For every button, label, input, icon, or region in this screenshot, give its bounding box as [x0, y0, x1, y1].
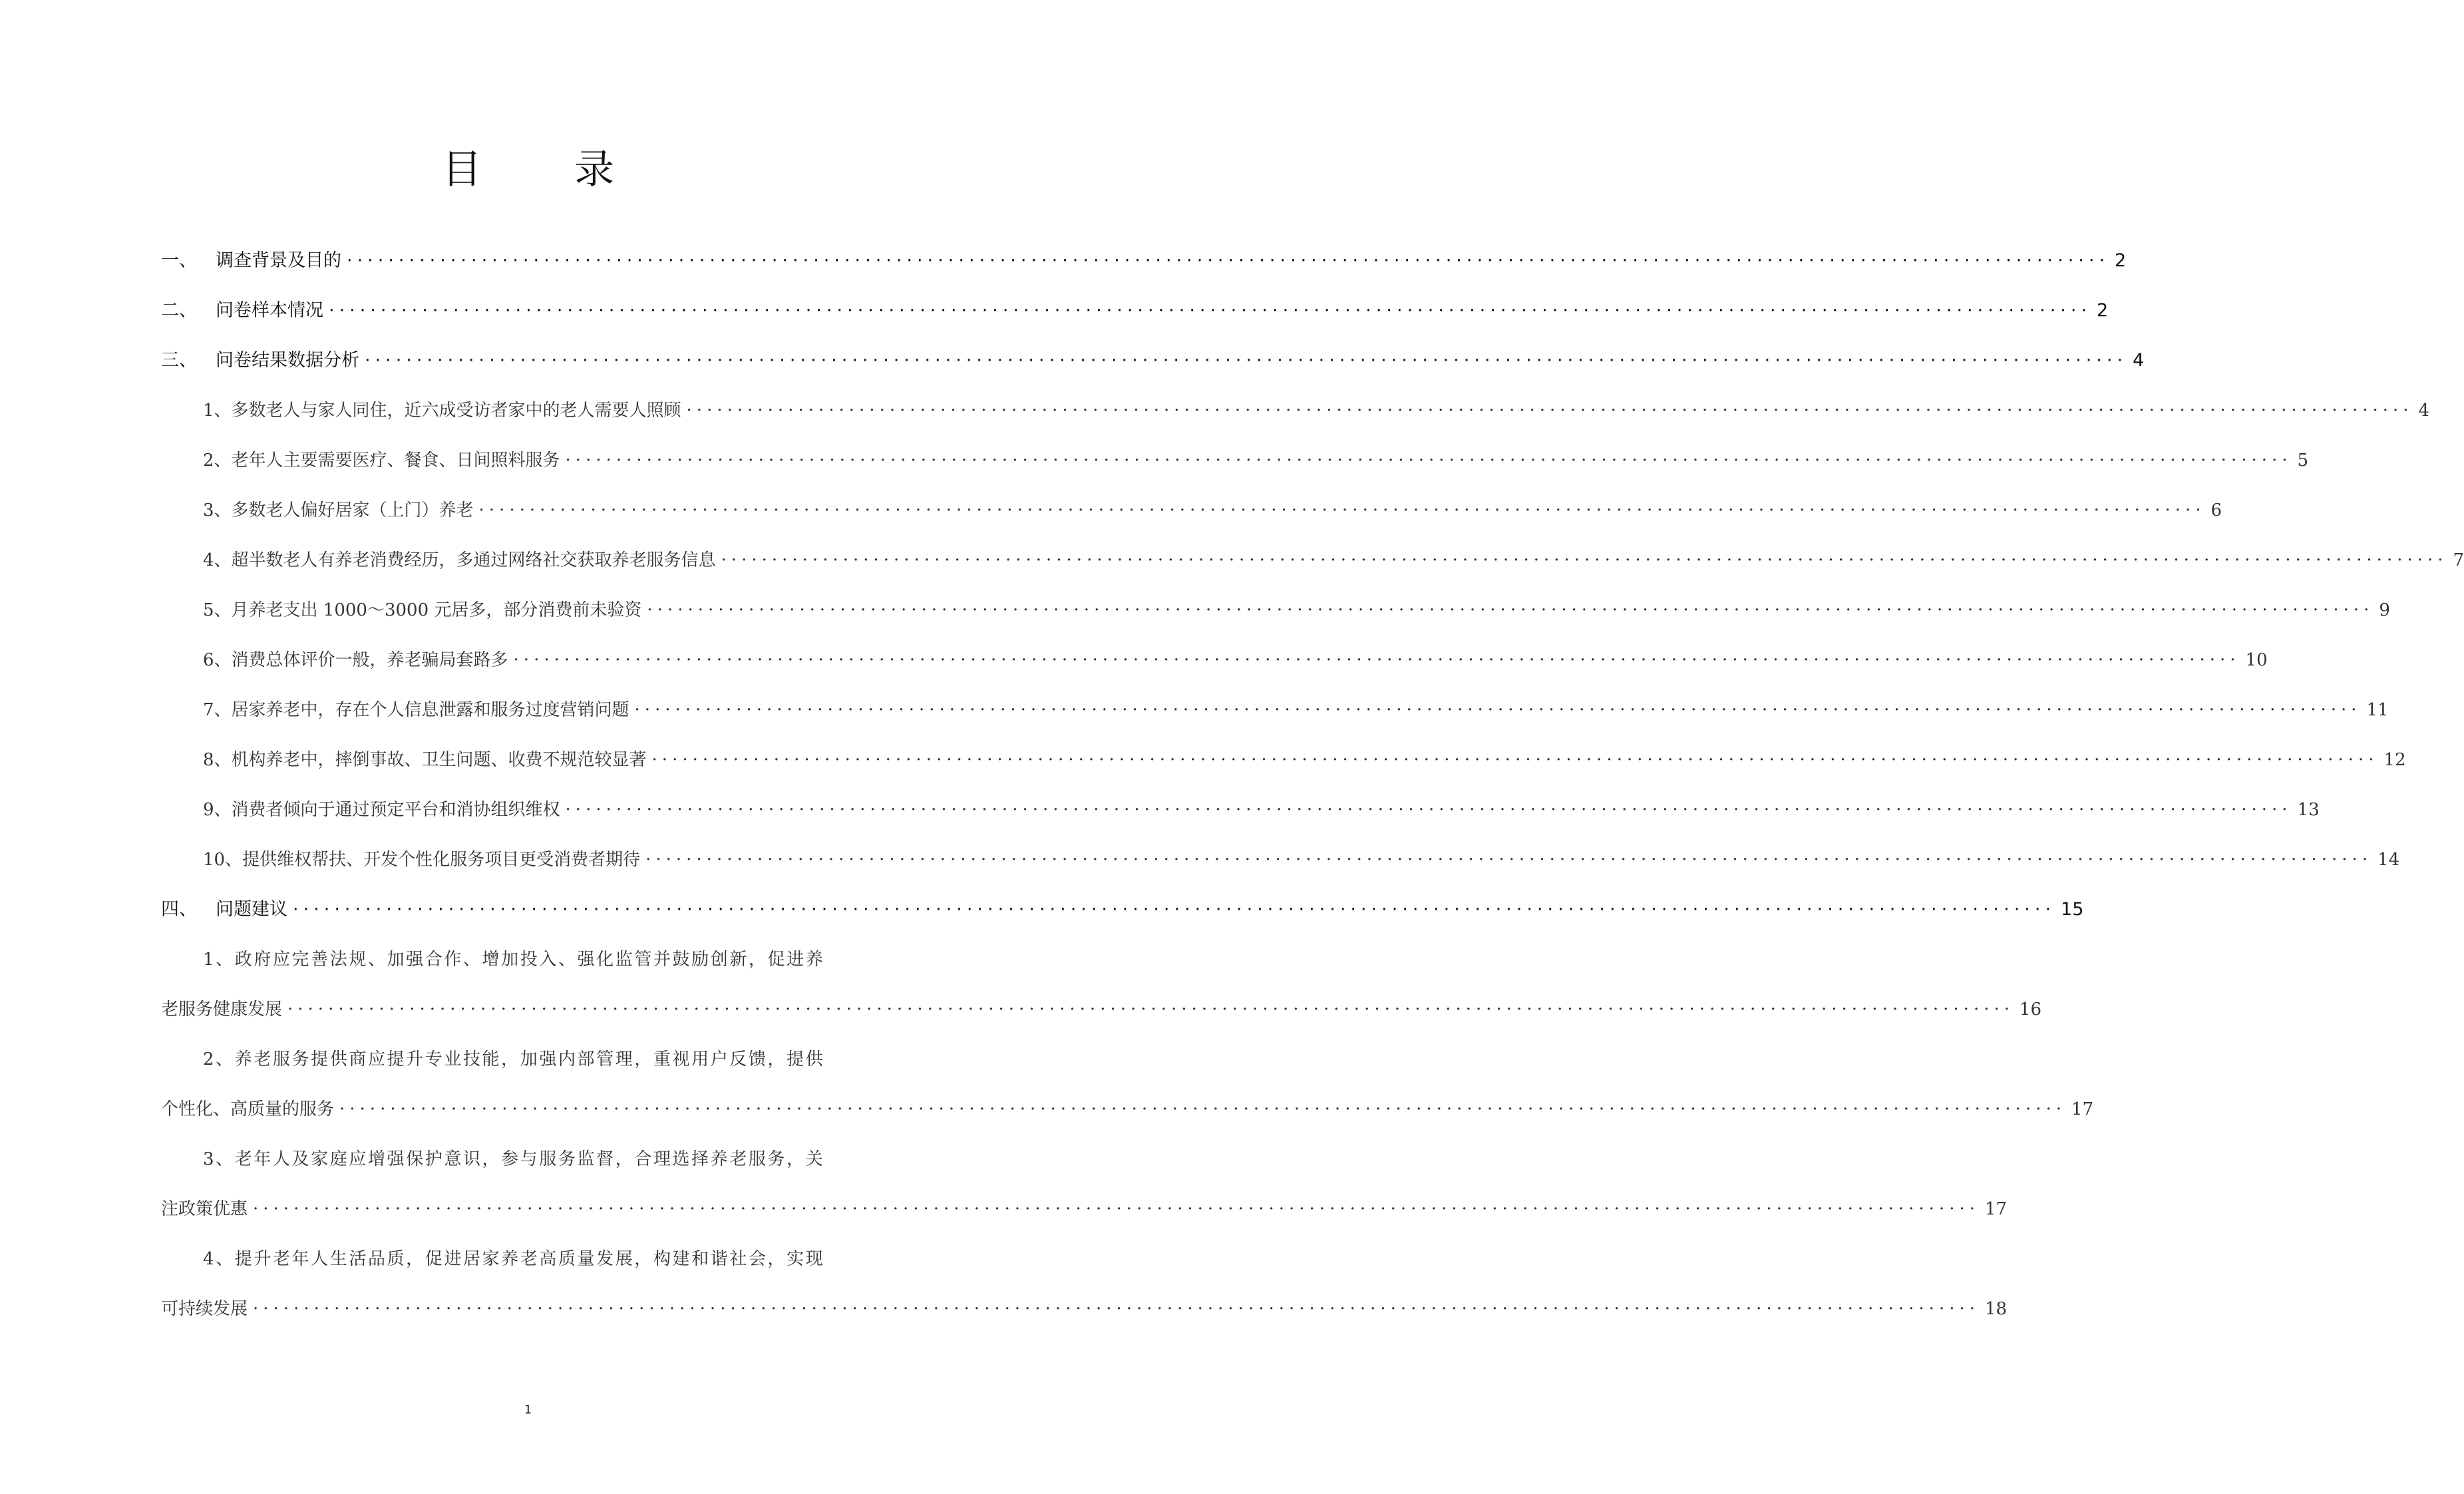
dot-leader: ·········································································································································································· — [253, 1299, 1980, 1319]
toc-entry-subsection[interactable] — [161, 822, 2400, 872]
dot-leader: ·········································································································································································· — [651, 750, 2379, 770]
subsection-title-line1: 4、提升老年人生活品质，促进居家养老高质量发展，构建和谐社会，实现 — [203, 1249, 825, 1269]
section-title: 问题建议 — [216, 899, 287, 920]
dot-leader: ·········································································································································································· — [513, 650, 2240, 670]
page-number: 2 — [2097, 300, 2109, 321]
subsection-title-line2: 可持续发展 — [161, 1299, 248, 1319]
toc-entry-subsection[interactable] — [161, 722, 2406, 772]
subsection-title: 7、居家养老中，存在个人信息泄露和服务过度营销问题 — [203, 700, 629, 720]
page-number: 6 — [2210, 500, 2222, 520]
toc-entry-section-1[interactable] — [161, 223, 2127, 273]
dot-leader: ·········································································································································································· — [293, 899, 2056, 920]
dot-leader: ·········································································································································································· — [647, 600, 2374, 620]
toc-entry-subsection[interactable] — [161, 772, 2320, 822]
dot-leader: ·········································································································································································· — [634, 700, 2362, 720]
section-title: 问卷样本情况 — [216, 300, 323, 321]
section-number: 二、 — [161, 300, 197, 321]
toc-entries — [161, 223, 2464, 1321]
toc-entry-subsection[interactable] — [161, 622, 2268, 672]
subsection-title: 8、机构养老中，摔倒事故、卫生问题、收费不规范较显著 — [203, 750, 647, 770]
dot-leader: ·········································································································································································· — [645, 850, 2373, 870]
section-number: 四、 — [161, 899, 197, 920]
page-number: 11 — [2366, 700, 2389, 720]
dot-leader: ·········································································································································································· — [565, 800, 2292, 820]
dot-leader: ·········································································································································································· — [478, 500, 2206, 520]
page-number: 15 — [2061, 899, 2084, 920]
page-number: 13 — [2297, 800, 2320, 820]
page-number: 12 — [2383, 750, 2406, 770]
toc-entry-subsection-multiline[interactable] — [161, 1022, 2094, 1121]
section-number: 三、 — [161, 350, 197, 371]
subsection-title: 5、月养老支出 1000～3000 元居多，部分消费前未验资 — [203, 600, 642, 620]
dot-leader: ·········································································································································································· — [287, 1000, 2015, 1020]
page-number: 17 — [2071, 1099, 2094, 1119]
subsection-title: 6、消费总体评价一般，养老骗局套路多 — [203, 650, 508, 670]
subsection-title: 2、老年人主要需要医疗、餐食、日间照料服务 — [203, 451, 560, 470]
page-number: 4 — [2133, 350, 2145, 371]
subsection-title-line2: 老服务健康发展 — [161, 1000, 283, 1020]
dot-leader: ·········································································································································································· — [329, 300, 2092, 321]
section-number: 一、 — [161, 250, 197, 271]
dot-leader: ·········································································································································································· — [721, 550, 2448, 570]
toc-entry-subsection[interactable] — [161, 572, 2390, 622]
dot-leader: ·········································································································································································· — [339, 1099, 2067, 1119]
section-title: 问卷结果数据分析 — [216, 350, 359, 371]
toc-entry-subsection-multiline[interactable] — [161, 1121, 2008, 1221]
subsection-title: 10、提供维权帮扶、开发个性化服务项目更受消费者期待 — [203, 850, 641, 870]
dot-leader: ·········································································································································································· — [347, 250, 2110, 271]
page-number: 10 — [2245, 650, 2268, 670]
toc-entry-section-2[interactable] — [161, 273, 2109, 323]
dot-leader: ·········································································································································································· — [365, 350, 2128, 371]
section-title: 调查背景及目的 — [216, 250, 341, 271]
page-number: 9 — [2379, 600, 2390, 620]
toc-entry-subsection[interactable] — [161, 522, 2464, 572]
dot-leader: ·········································································································································································· — [253, 1199, 1980, 1219]
subsection-title: 9、消费者倾向于通过预定平台和消协组织维权 — [203, 800, 560, 820]
toc-entry-subsection[interactable] — [161, 672, 2389, 722]
footer-page-number: 1 — [524, 1403, 532, 1417]
subsection-title: 3、多数老人偏好居家（上门）养老 — [203, 500, 474, 520]
toc-entry-subsection[interactable] — [161, 423, 2309, 472]
subsection-title-line1: 2、养老服务提供商应提升专业技能，加强内部管理，重视用户反馈，提供 — [203, 1049, 825, 1069]
page-number: 7 — [2453, 550, 2464, 570]
subsection-title-line2: 注政策优惠 — [161, 1199, 248, 1219]
toc-title: 目 录 — [441, 146, 655, 193]
page-number: 14 — [2377, 850, 2400, 870]
toc-entry-subsection-multiline[interactable] — [161, 922, 2042, 1022]
toc-entry-subsection[interactable] — [161, 472, 2222, 522]
subsection-title-line1: 3、老年人及家庭应增强保护意识，参与服务监督，合理选择养老服务，关 — [203, 1149, 825, 1169]
page-number: 17 — [1985, 1199, 2008, 1219]
subsection-title-line1: 1、政府应完善法规、加强合作、增加投入、强化监管并鼓励创新，促进养 — [203, 950, 825, 970]
toc-entry-subsection[interactable] — [161, 373, 2430, 423]
dot-leader: ·········································································································································································· — [686, 401, 2413, 421]
page-number: 4 — [2418, 401, 2430, 421]
page-number: 18 — [1985, 1299, 2008, 1319]
dot-leader: ·········································································································································································· — [565, 451, 2292, 470]
page-number: 5 — [2297, 451, 2309, 470]
toc-entry-subsection-multiline[interactable] — [161, 1221, 2008, 1321]
subsection-title: 4、超半数老人有养老消费经历，多通过网络社交获取养老服务信息 — [203, 550, 716, 570]
page-number: 16 — [2020, 1000, 2042, 1020]
toc-entry-section-4[interactable] — [161, 872, 2084, 922]
page-number: 2 — [2115, 250, 2127, 271]
subsection-title-line2: 个性化、高质量的服务 — [161, 1099, 335, 1119]
subsection-title: 1、多数老人与家人同住，近六成受访者家中的老人需要人照顾 — [203, 401, 681, 421]
toc-entry-section-3[interactable] — [161, 323, 2145, 373]
